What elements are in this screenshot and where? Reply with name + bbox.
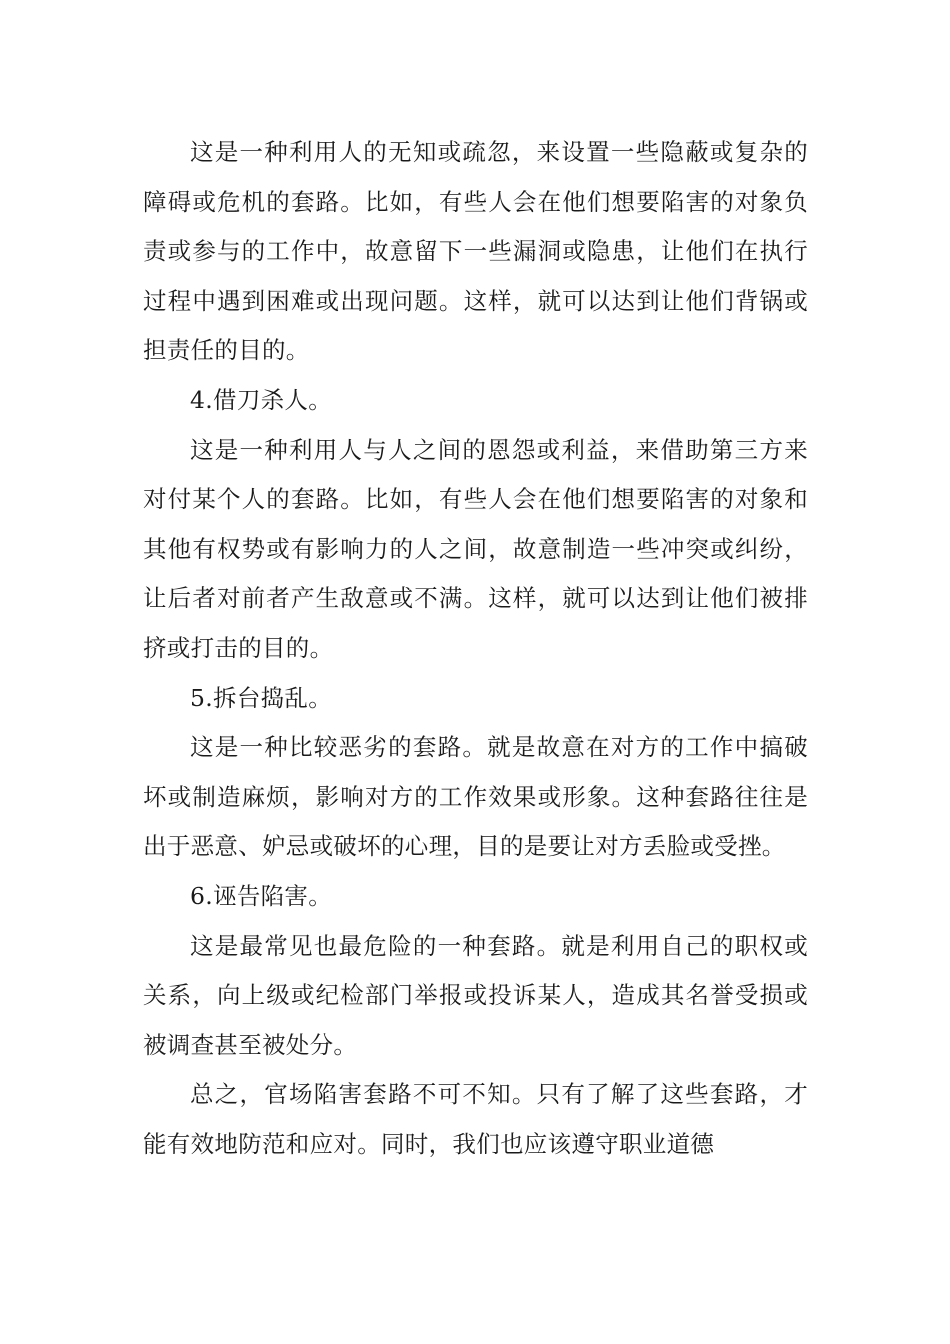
paragraph-conclusion: 总之，官场陷害套路不可不知。只有了解了这些套路，才能有效地防范和应对。同时，我们也应该遵守职业道德 <box>143 1080 808 1158</box>
document-body <box>143 128 808 1169</box>
paragraph-false-accusation: 这是最常见也最危险的一种套路。就是利用自己的职权或关系，向上级或纪检部门举报或投诉某人，造成其名誉受损或被调查甚至被处分。 <box>143 931 808 1059</box>
paragraph-sabotage: 这是一种比较恶劣的套路。就是故意在对方的工作中搞破坏或制造麻烦，影响对方的工作效果或形象。这种套路往往是出于恶意、妒忌或破坏的心理，目的是要让对方丢脸或受挫。 <box>143 733 808 861</box>
paragraph-trap-description: 这是一种利用人的无知或疏忽，来设置一些隐蔽或复杂的障碍或危机的套路。比如，有些人会在他们想要陷害的对象负责或参与的工作中，故意留下一些漏洞或隐患，让他们在执行过程中遇到困难或出现问题。这样，就可以达到让他们背锅或担责任的目的。 <box>143 138 808 365</box>
section-heading-sabotage: 5.拆台捣乱。 <box>190 683 333 712</box>
section-heading-false-accusation: 6.诬告陷害。 <box>190 881 333 910</box>
paragraph-borrow-knife: 这是一种利用人与人之间的恩怨或利益，来借助第三方来对付某个人的套路。比如，有些人会在他们想要陷害的对象和其他有权势或有影响力的人之间，故意制造一些冲突或纠纷，让后者对前者产生敌意或不满。这样，就可以达到让他们被排挤或打击的目的。 <box>143 435 808 662</box>
section-heading-borrow-knife: 4.借刀杀人。 <box>190 385 333 414</box>
